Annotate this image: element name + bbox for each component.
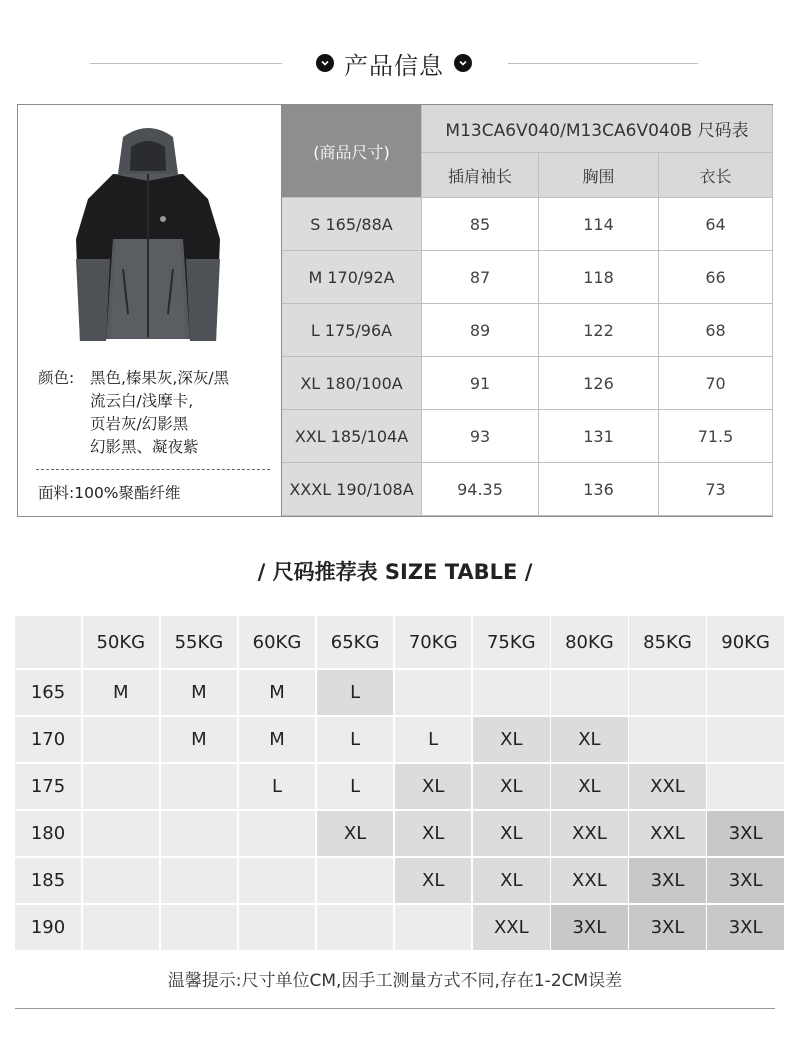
measurement-value: 64 (659, 198, 773, 251)
size-column-header: (商品尺寸) (282, 105, 422, 198)
recommended-size: 3XL (551, 905, 628, 951)
weight-header: 55KG (161, 616, 238, 668)
recommended-size: XL (317, 811, 394, 857)
recommended-size (707, 717, 784, 763)
size-label: XL 180/100A (282, 357, 422, 410)
measurement-value: 71.5 (659, 410, 773, 463)
measurement-value: 87 (422, 251, 539, 304)
recommended-size (395, 670, 472, 716)
recommended-size (707, 670, 784, 716)
recommended-size: 3XL (707, 858, 784, 904)
recommended-size (83, 858, 160, 904)
height-label: 190 (15, 905, 81, 951)
recommended-size: XL (473, 717, 550, 763)
size-label: L 175/96A (282, 304, 422, 357)
recommended-size: XL (395, 811, 472, 857)
recommended-size (551, 670, 628, 716)
colors-line-4: 幻影黑、凝夜紫 (90, 438, 199, 456)
recommended-size: XL (473, 858, 550, 904)
measurement-value: 73 (659, 463, 773, 516)
recommended-size (83, 811, 160, 857)
size-label: XXL 185/104A (282, 410, 422, 463)
dashed-divider (36, 469, 270, 470)
size-recommendation-table (15, 616, 775, 944)
weight-header: 70KG (395, 616, 472, 668)
recommended-size: XXL (629, 811, 706, 857)
measurement-value: 93 (422, 410, 539, 463)
measurement-value: 126 (539, 357, 659, 410)
measurement-value: 114 (539, 198, 659, 251)
weight-header: 65KG (317, 616, 394, 668)
product-info-table (17, 104, 773, 517)
size-label: S 165/88A (282, 198, 422, 251)
recommended-size (83, 717, 160, 763)
recommended-size (239, 905, 316, 951)
product-summary (18, 105, 282, 516)
recommended-size: XL (551, 764, 628, 810)
recommended-size (629, 717, 706, 763)
weight-header: 80KG (551, 616, 628, 668)
recommended-size: 3XL (707, 811, 784, 857)
height-label: 175 (15, 764, 81, 810)
recommended-size: L (317, 764, 394, 810)
recommended-size (161, 858, 238, 904)
fabric-info: 面料:100%聚酯纤维 (38, 484, 181, 502)
recommended-size: M (161, 717, 238, 763)
recommended-size (239, 811, 316, 857)
section-header (0, 40, 790, 86)
header-divider-right (508, 63, 698, 64)
recommended-size: XL (473, 811, 550, 857)
page-title: 产品信息 (344, 51, 444, 80)
colors-line-2: 流云白/浅摩卡, (90, 392, 194, 410)
measurement-value: 91 (422, 357, 539, 410)
height-label: 180 (15, 811, 81, 857)
recommended-size: XL (551, 717, 628, 763)
recommended-size (707, 764, 784, 810)
recommended-size (317, 905, 394, 951)
recommended-size (161, 764, 238, 810)
measurement-value: 94.35 (422, 463, 539, 516)
measurement-header: 胸围 (539, 153, 659, 198)
measurement-header: 插肩袖长 (422, 153, 539, 198)
recommended-size: 3XL (629, 905, 706, 951)
recommended-size: M (239, 670, 316, 716)
color-options (38, 367, 278, 459)
weight-header: 60KG (239, 616, 316, 668)
colors-line-3: 页岩灰/幻影黑 (90, 415, 189, 433)
recommended-size: L (395, 717, 472, 763)
recommended-size: 3XL (707, 905, 784, 951)
recommended-size: XL (473, 764, 550, 810)
height-label: 165 (15, 670, 81, 716)
recommended-size (161, 905, 238, 951)
measurement-note: 温馨提示:尺寸单位CM,因手工测量方式不同,存在1-2CM误差 (167, 971, 623, 991)
weight-header: 90KG (707, 616, 784, 668)
header-title-wrap (306, 48, 482, 78)
recommended-size: 3XL (629, 858, 706, 904)
recommended-size: M (83, 670, 160, 716)
bottom-divider (15, 1008, 775, 1009)
recommended-size: XXL (473, 905, 550, 951)
recommended-size (473, 670, 550, 716)
header-divider-left (90, 63, 282, 64)
colors-label: 颜色: (38, 369, 75, 387)
recommended-size: XL (395, 764, 472, 810)
measurement-value: 68 (659, 304, 773, 357)
recommended-size: XXL (551, 811, 628, 857)
recommended-size (239, 858, 316, 904)
measurement-value: 131 (539, 410, 659, 463)
recommended-size: XXL (551, 858, 628, 904)
size-chart-title: M13CA6V040/M13CA6V040B 尺码表 (422, 105, 773, 153)
measurement-header: 衣长 (659, 153, 773, 198)
recommended-size (83, 764, 160, 810)
colors-line-1: 黑色,榛果灰,深灰/黑 (90, 369, 230, 387)
measurement-value: 89 (422, 304, 539, 357)
height-label: 185 (15, 858, 81, 904)
height-label: 170 (15, 717, 81, 763)
size-label: XXXL 190/108A (282, 463, 422, 516)
recommended-size: L (239, 764, 316, 810)
measurement-value: 122 (539, 304, 659, 357)
measurement-grid (282, 105, 773, 516)
jacket-icon (68, 119, 228, 359)
chevron-down-icon (454, 54, 472, 72)
size-table-title: / 尺码推荐表 SIZE TABLE / (257, 560, 533, 584)
corner-cell (15, 616, 81, 668)
chevron-down-icon (316, 54, 334, 72)
recommended-size (83, 905, 160, 951)
recommended-size: L (317, 717, 394, 763)
recommended-size (395, 905, 472, 951)
size-label: M 170/92A (282, 251, 422, 304)
recommended-size: M (239, 717, 316, 763)
measurement-value: 118 (539, 251, 659, 304)
recommended-size (629, 670, 706, 716)
weight-header: 85KG (629, 616, 706, 668)
recommended-size: M (161, 670, 238, 716)
recommended-size: L (317, 670, 394, 716)
recommended-size: XXL (629, 764, 706, 810)
measurement-value: 85 (422, 198, 539, 251)
recommended-size (317, 858, 394, 904)
measurement-value: 70 (659, 357, 773, 410)
weight-header: 50KG (83, 616, 160, 668)
measurement-value: 136 (539, 463, 659, 516)
measurement-value: 66 (659, 251, 773, 304)
weight-header: 75KG (473, 616, 550, 668)
recommended-size (161, 811, 238, 857)
recommended-size: XL (395, 858, 472, 904)
